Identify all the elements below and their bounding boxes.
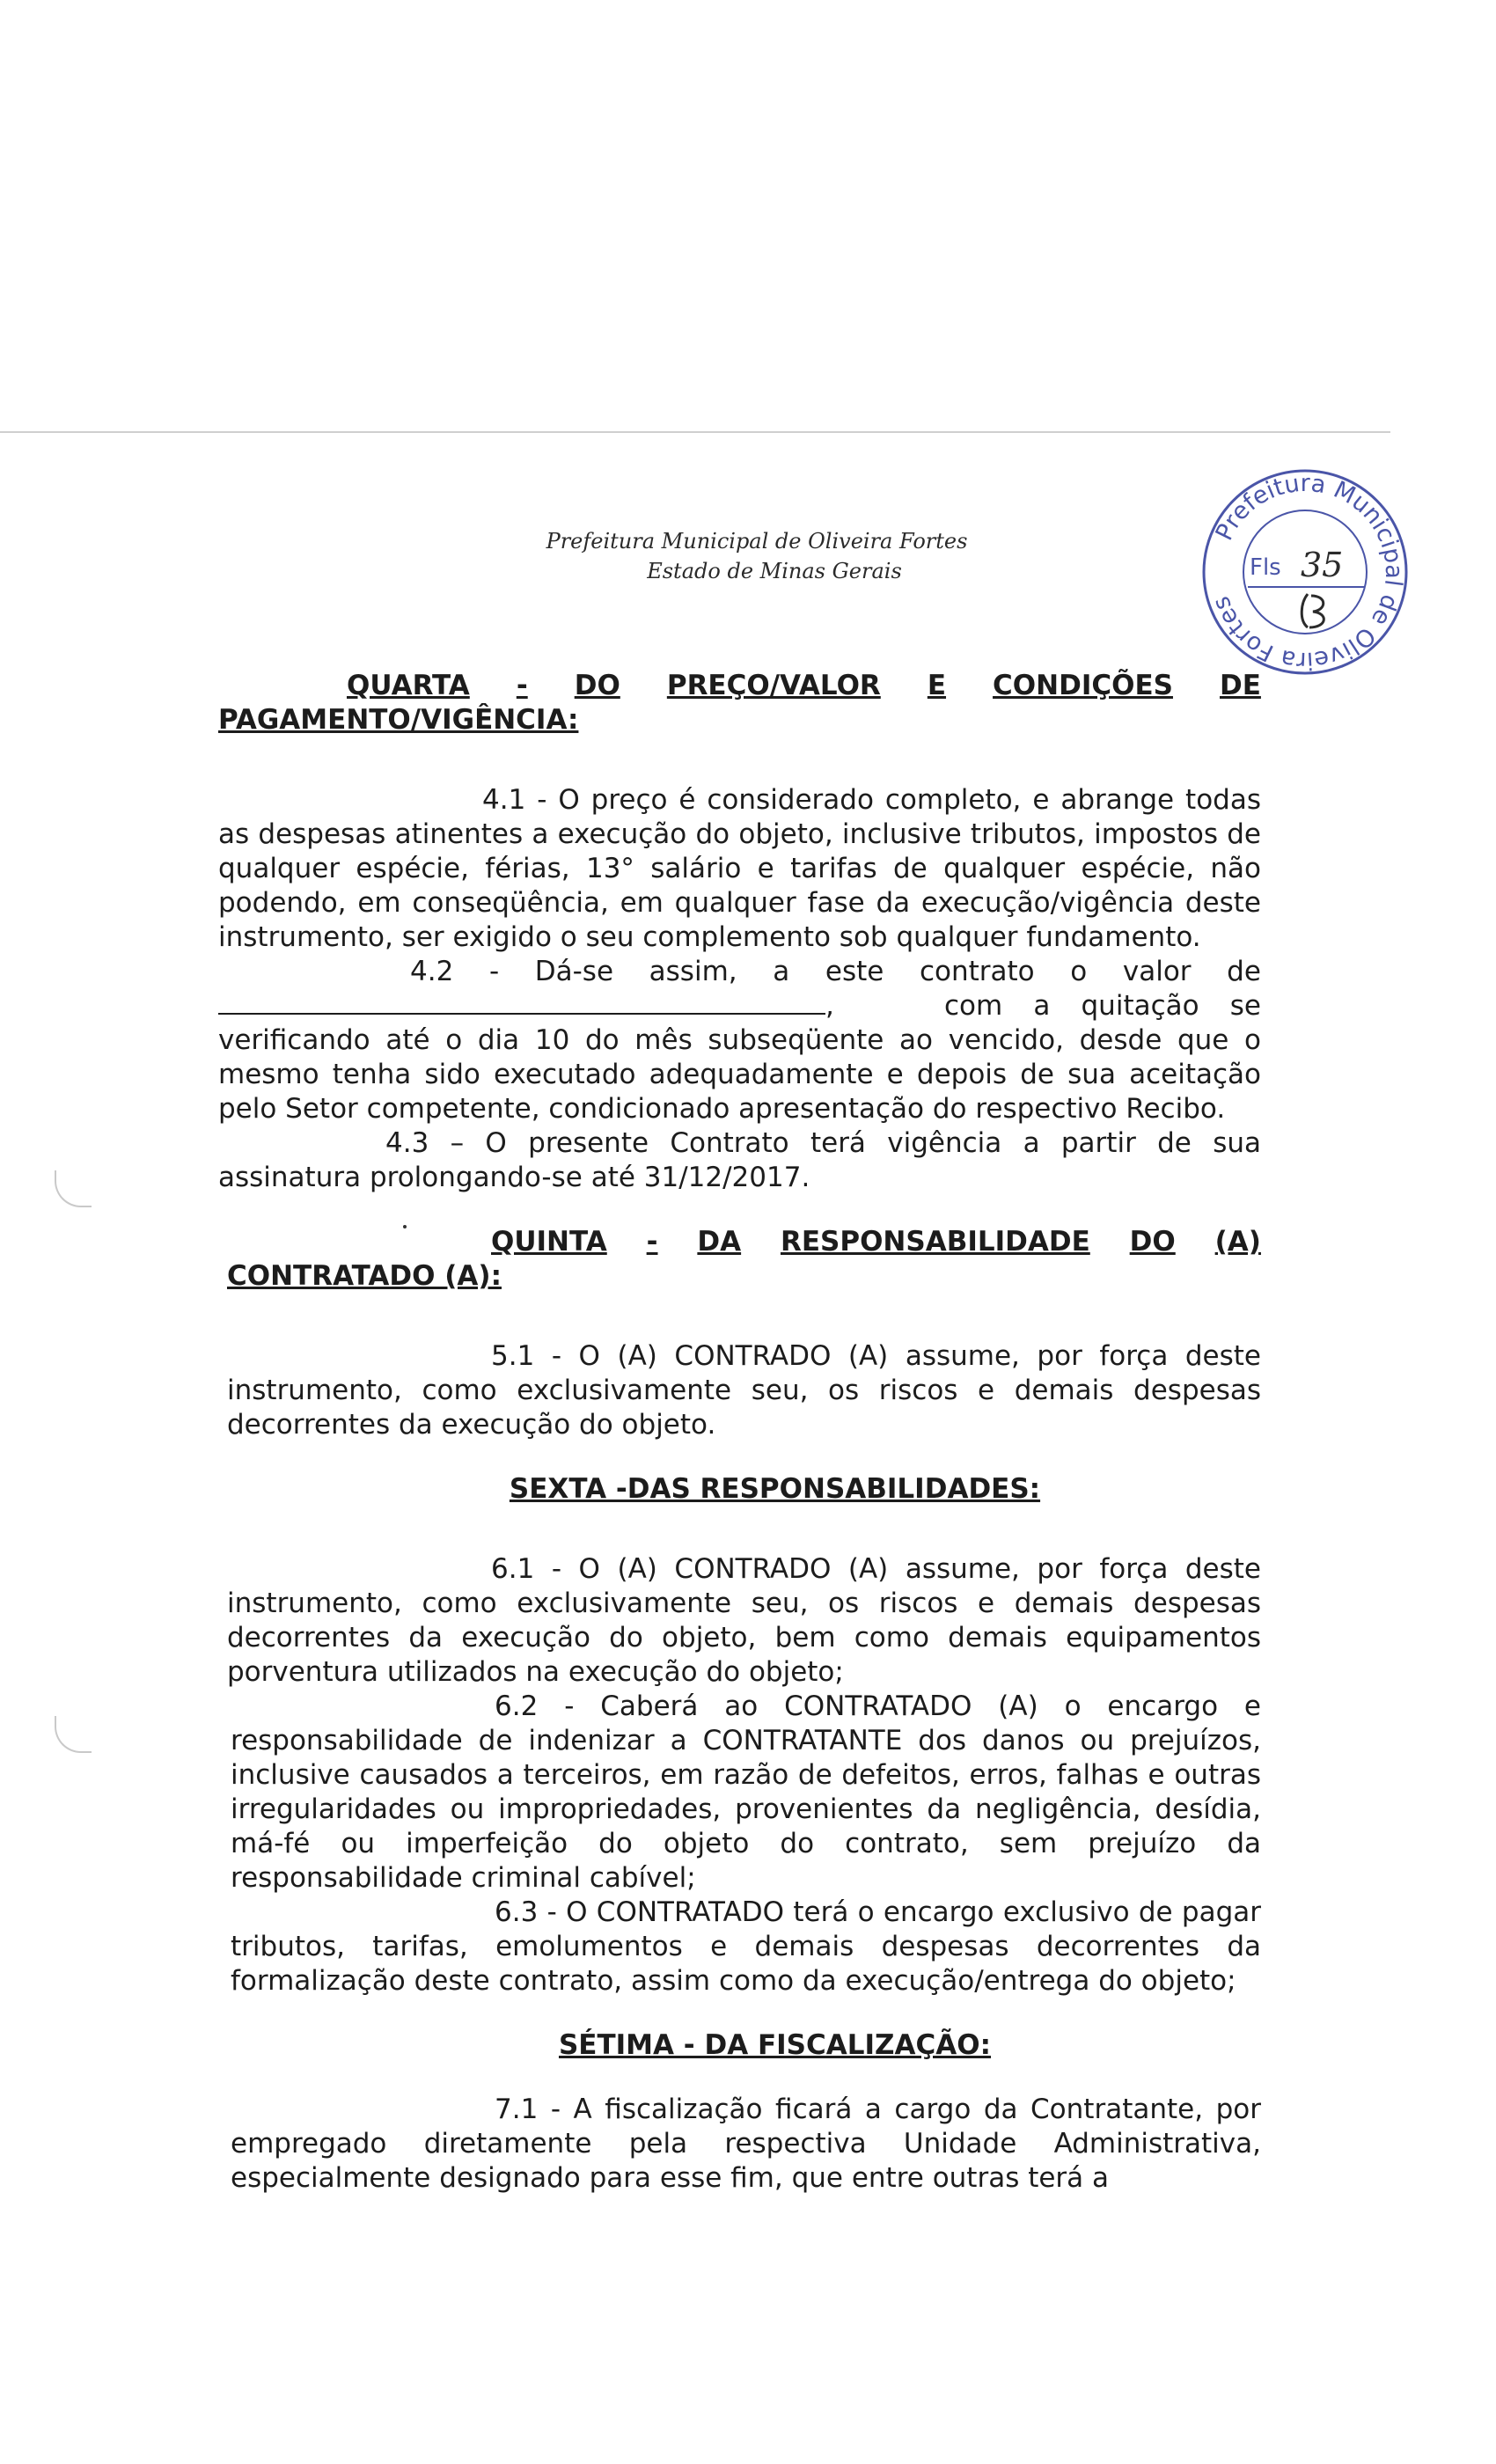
clause-6-1: 6.1 - O (A) CONTRADO (A) assume, por força deste instrumento, como exclusivamente seu, os riscos e demais despesas decorrentes da execução do objeto, bem como demais equipamentos porventura utilizados na execução do objeto; <box>227 1553 1261 1688</box>
page-number-stamp <box>1195 462 1415 682</box>
section-title-quinta-line2: CONTRATADO (A): <box>227 1260 502 1292</box>
stamp-ring-text: Prefeitura Municipal de Oliveira Fortes <box>1206 469 1408 675</box>
scan-hole-mark <box>55 1170 92 1207</box>
letterhead-state: Estado de Minas Gerais <box>647 559 902 583</box>
scan-hole-mark <box>55 1716 92 1753</box>
stamp-page-number: 35 <box>1301 546 1344 584</box>
clause-6-3: 6.3 - O CONTRATADO terá o encargo exclusivo de pagar tributos, tarifas, emolumentos e demais despesas decorrentes da formalização deste contrato, assim como da execução/entrega do objeto; <box>231 1896 1261 1997</box>
contract-value-blank <box>218 990 825 1015</box>
clause-6-2: 6.2 - Caberá ao CONTRATADO (A) o encargo e responsabilidade de indenizar a CONTRATANTE dos danos ou prejuízos, inclusive causados a terceiros, em razão de defeitos, erros, falhas e outras irregularidades ou impropriedades, provenientes da negligência, desídia, má-fé ou imperfeição do objeto do contrato, sem prejuízo da responsabilidade criminal cabível; <box>231 1690 1261 1894</box>
section-title-sexta: SEXTA -DAS RESPONSABILIDADES: <box>509 1473 1041 1505</box>
clause-4-1: 4.1 - O preço é considerado completo, e abrange todas as despesas atinentes a execução do objeto, inclusive tributos, impostos de qualquer espécie, férias, 13° salário e tarifas de qualquer espécie, não podendo, em conseqüência, em qualquer fase da execução/vigência deste instrumento, ser exigido o seu complemento sob qualquer fundamento. <box>218 784 1261 953</box>
letterhead-municipality: Prefeitura Municipal de Oliveira Fortes <box>546 529 968 554</box>
clause-4-2-line2: , com a quitação se <box>218 989 1261 1023</box>
section-title-quarta: QUARTA - DO PREÇO/VALOR E CONDIÇÕES DE <box>347 670 1261 701</box>
stamp-signature <box>1302 594 1324 627</box>
contract-page <box>218 669 1261 2196</box>
clause-7-1: 7.1 - A fiscalização ficará a cargo da Contratante, por empregado diretamente pela respectiva Unidade Administrativa, especialmente designado para esse fim, que entre outras terá a <box>231 2094 1261 2194</box>
section-title-quarta-line2: PAGAMENTO/VIGÊNCIA: <box>218 704 579 736</box>
clause-4-2-rest: verificando até o dia 10 do mês subseqüente ao vencido, desde que o mesmo tenha sido executado adequadamente e depois de sua aceitação pelo Setor competente, condicionado apresentação do respectivo Recibo. <box>218 1024 1261 1125</box>
clause-4-2-line1: 4.2 - Dá-se assim, a este contrato o valor de <box>410 956 1261 987</box>
clause-4-3: 4.3 – O presente Contrato terá vigência a partir de sua assinatura prolongando-se até 31/12/2017. <box>218 1127 1261 1193</box>
section-title-quinta: QUINTA - DA RESPONSABILIDADE DO (A) <box>491 1226 1261 1258</box>
stamp-fls-label: Fls <box>1250 554 1281 581</box>
section-title-setima: SÉTIMA - DA FISCALIZAÇÃO: <box>558 2029 992 2061</box>
clause-5-1: 5.1 - O (A) CONTRADO (A) assume, por força deste instrumento, como exclusivamente seu, os riscos e demais despesas decorrentes da execução do objeto. <box>227 1340 1261 1441</box>
scan-edge-line <box>0 431 1390 433</box>
